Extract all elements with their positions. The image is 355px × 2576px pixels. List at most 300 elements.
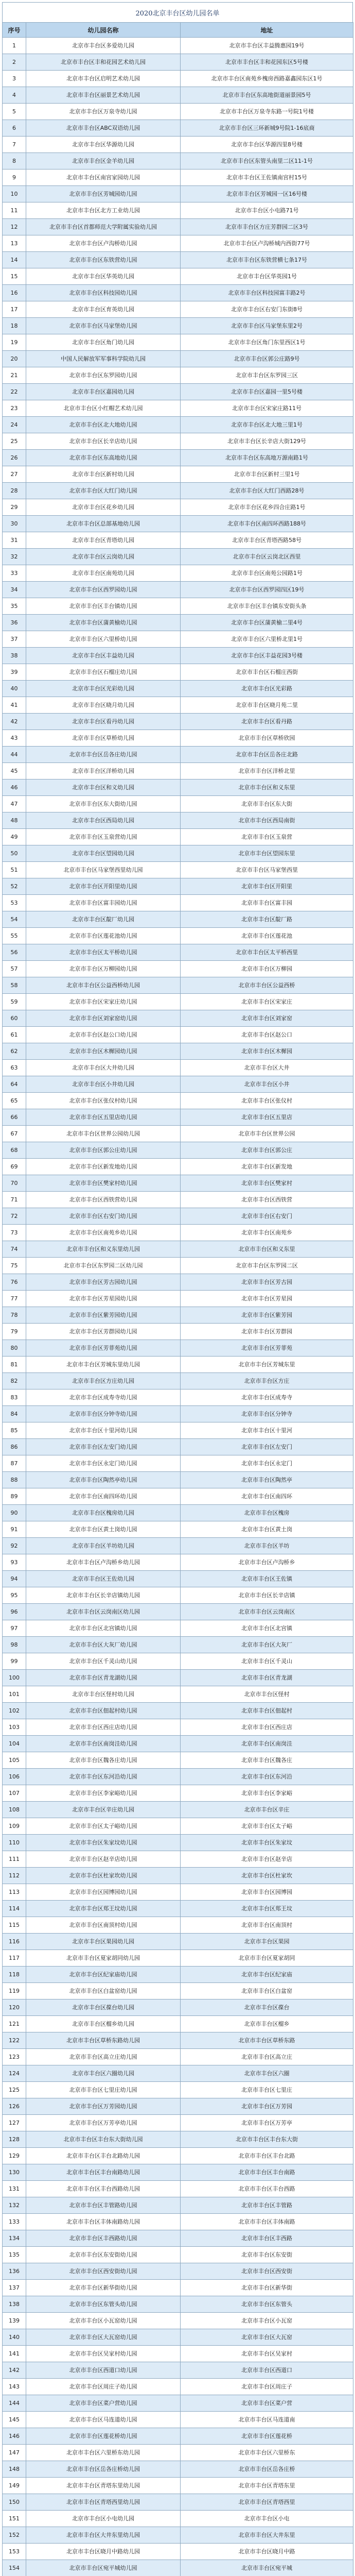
table-row [3, 1835, 353, 1851]
kindergarten-address: 北京市丰台区看丹路 [181, 714, 353, 730]
row-number: 58 [3, 977, 26, 994]
row-number: 38 [3, 648, 26, 664]
kindergarten-address: 北京市丰台区怪村 [181, 1686, 353, 1703]
kindergarten-name: 北京市丰台区新发地幼儿园 [26, 1159, 181, 1175]
kindergarten-address: 北京市丰台区赵辛店 [181, 1851, 353, 1868]
row-number: 154 [3, 2560, 26, 2576]
kindergarten-name: 北京市丰台区十里河幼儿园 [26, 1422, 181, 1439]
kindergarten-name: 北京市丰台区马家堡幼儿园 [26, 318, 181, 334]
row-number: 56 [3, 944, 26, 961]
kindergarten-name: 北京市丰台区莲花桥幼儿园 [26, 2428, 181, 2445]
row-number: 76 [3, 1274, 26, 1291]
kindergarten-address: 北京市丰台区光彩路 [181, 681, 353, 697]
table-row [3, 2181, 353, 2197]
kindergarten-name: 北京市丰台区丰和花园艺术幼儿园 [26, 54, 181, 71]
table-row [3, 714, 353, 730]
table-row [3, 2313, 353, 2329]
table-row [3, 120, 353, 137]
table-row [3, 483, 353, 499]
row-number: 1 [3, 38, 26, 54]
table-row [3, 615, 353, 631]
row-number: 63 [3, 1060, 26, 1076]
kindergarten-name: 北京市丰台区青塔幼儿园 [26, 532, 181, 549]
table-row [3, 1686, 353, 1703]
row-number: 104 [3, 1736, 26, 1752]
kindergarten-address: 北京市丰台区大瓦窑 [181, 2329, 353, 2346]
row-number: 34 [3, 582, 26, 598]
kindergarten-name: 北京市丰台区小红帽艺术幼儿园 [26, 400, 181, 417]
row-number: 122 [3, 2032, 26, 2049]
table-row [3, 137, 353, 153]
kindergarten-name: 北京市丰台区万柳园幼儿园 [26, 961, 181, 977]
kindergarten-address: 北京市丰台区世界公园 [181, 1126, 353, 1142]
kindergarten-address: 北京市丰台区郑王坟 [181, 1901, 353, 1917]
table-row [3, 1406, 353, 1422]
table-row [3, 1225, 353, 1241]
kindergarten-name: 北京市丰台区辛庄幼儿园 [26, 1802, 181, 1818]
kindergarten-name: 北京市丰台区和义幼儿园 [26, 779, 181, 796]
table-row [3, 977, 353, 994]
kindergarten-name: 北京市丰台区石榴庄幼儿园 [26, 664, 181, 681]
table-row [3, 1653, 353, 1670]
kindergarten-name: 北京市丰台区青塔东里幼儿园 [26, 2478, 181, 2494]
table-row [3, 2032, 353, 2049]
kindergarten-address: 北京市丰台区青塔西里 [181, 2494, 353, 2511]
table-row [3, 2461, 353, 2478]
row-number: 64 [3, 1076, 26, 1093]
table-row [3, 466, 353, 483]
table-row [3, 2346, 353, 2362]
row-number: 116 [3, 1934, 26, 1950]
kindergarten-name: 北京市丰台区科技园幼儿园 [26, 285, 181, 301]
row-number: 145 [3, 2412, 26, 2428]
table-row [3, 400, 353, 417]
table-row [3, 2527, 353, 2544]
kindergarten-name: 北京市丰台区郭公庄幼儿园 [26, 1142, 181, 1159]
row-number: 150 [3, 2494, 26, 2511]
kindergarten-address: 北京市丰台区吴家村 [181, 2346, 353, 2362]
row-number: 47 [3, 796, 26, 812]
row-number: 89 [3, 1488, 26, 1505]
table-row [3, 2082, 353, 2098]
kindergarten-name: 北京市丰台区长辛店镇幼儿园 [26, 1587, 181, 1604]
kindergarten-name: 北京市丰台区角门幼儿园 [26, 334, 181, 351]
table-row [3, 2478, 353, 2494]
row-number: 92 [3, 1538, 26, 1554]
row-number: 74 [3, 1241, 26, 1258]
kindergarten-address: 北京市丰台区科技园富丰路2号 [181, 285, 353, 301]
kindergarten-address: 北京市丰台区辛庄 [181, 1802, 353, 1818]
kindergarten-address: 北京市丰台区纪家庙 [181, 1967, 353, 1983]
row-number: 4 [3, 87, 26, 104]
row-number: 16 [3, 285, 26, 301]
table-row [3, 1291, 353, 1307]
kindergarten-name: 北京市丰台区六里桥幼儿园 [26, 631, 181, 648]
kindergarten-address: 北京市丰台区嘉园一里5号楼 [181, 384, 353, 400]
kindergarten-address: 北京市丰台区花乡四合庄路1号 [181, 499, 353, 516]
row-number: 151 [3, 2511, 26, 2527]
kindergarten-name: 北京市丰台区木樨园幼儿园 [26, 1043, 181, 1060]
kindergarten-name: 北京市丰台区马家堡西里幼儿园 [26, 862, 181, 878]
table-row [3, 1109, 353, 1126]
row-number: 113 [3, 1884, 26, 1901]
kindergarten-name: 北京市丰台区东管头幼儿园 [26, 2296, 181, 2313]
kindergarten-address: 北京市丰台区王佐镇 [181, 1571, 353, 1587]
kindergarten-address: 北京市丰台区丰台镇东安街头条 [181, 598, 353, 615]
kindergarten-name: 北京市丰台区小屯幼儿园 [26, 2511, 181, 2527]
table-row [3, 1521, 353, 1538]
row-number: 32 [3, 549, 26, 565]
kindergarten-address: 北京市丰台区大井 [181, 1060, 353, 1076]
table-row [3, 2247, 353, 2263]
row-number: 142 [3, 2362, 26, 2379]
header-row [3, 23, 353, 38]
table-row [3, 1126, 353, 1142]
row-number: 50 [3, 845, 26, 862]
kindergarten-address: 北京市丰台区东高地万源南路1号 [181, 450, 353, 466]
row-number: 44 [3, 747, 26, 763]
table-row [3, 1439, 353, 1455]
kindergarten-address: 北京市丰台区万芳亭 [181, 2115, 353, 2131]
kindergarten-address: 北京市丰台区右安门 [181, 1208, 353, 1225]
row-number: 123 [3, 2049, 26, 2065]
table-row [3, 549, 353, 565]
table-row [3, 202, 353, 219]
kindergarten-name: 北京市丰台区丰台东大街幼儿园 [26, 2131, 181, 2148]
row-number: 23 [3, 400, 26, 417]
row-number: 73 [3, 1225, 26, 1241]
table-row [3, 1818, 353, 1835]
kindergarten-name: 北京市丰台区大瓦窑幼儿园 [26, 2329, 181, 2346]
row-number: 115 [3, 1917, 26, 1934]
kindergarten-address: 北京市丰台区千灵山 [181, 1653, 353, 1670]
table-row [3, 845, 353, 862]
table-row [3, 2148, 353, 2164]
kindergarten-address: 北京市丰台区马家堡东里2号 [181, 318, 353, 334]
table-row [3, 87, 353, 104]
row-number: 102 [3, 1703, 26, 1719]
row-number: 114 [3, 1901, 26, 1917]
row-number: 96 [3, 1604, 26, 1620]
kindergarten-address: 北京市丰台区北大地三里1号 [181, 417, 353, 433]
kindergarten-address: 北京市丰台区芳菲苑 [181, 1340, 353, 1357]
table-row [3, 153, 353, 170]
table-row [3, 2329, 353, 2346]
row-number: 134 [3, 2230, 26, 2247]
kindergarten-address: 北京市丰台区望园东里 [181, 845, 353, 862]
row-number: 136 [3, 2263, 26, 2280]
row-number: 39 [3, 664, 26, 681]
kindergarten-address: 北京市丰台区开阳里 [181, 878, 353, 895]
table-row [3, 1324, 353, 1340]
kindergarten-name: 北京市丰台区六圈幼儿园 [26, 2065, 181, 2082]
row-number: 146 [3, 2428, 26, 2445]
kindergarten-name: 北京市丰台区榴乡幼儿园 [26, 2016, 181, 2032]
row-number: 127 [3, 2115, 26, 2131]
table-row [3, 2263, 353, 2280]
table-row [3, 1175, 353, 1192]
table-row [3, 928, 353, 944]
kindergarten-name: 北京市丰台区靛厂幼儿园 [26, 911, 181, 928]
row-number: 41 [3, 697, 26, 714]
kindergarten-name: 北京市丰台区总部基地幼儿园 [26, 516, 181, 532]
row-number: 138 [3, 2296, 26, 2313]
kindergarten-address: 北京市丰台区芳城东里 [181, 1357, 353, 1373]
kindergarten-address: 北京市丰台区十里河 [181, 1422, 353, 1439]
table-row [3, 1587, 353, 1604]
table-row [3, 2016, 353, 2032]
kindergarten-name: 北京市丰台区草桥幼儿园 [26, 730, 181, 747]
row-number: 54 [3, 911, 26, 928]
kindergarten-address: 北京市丰台区果园 [181, 1934, 353, 1950]
row-number: 48 [3, 812, 26, 829]
table-row [3, 1538, 353, 1554]
kindergarten-address: 北京市丰台区黄土岗 [181, 1521, 353, 1538]
kindergarten-name: 北京市丰台区万芳园幼儿园 [26, 2098, 181, 2115]
kindergarten-name: 北京市丰台区丰益幼儿园 [26, 648, 181, 664]
table-row [3, 1076, 353, 1093]
row-number: 6 [3, 120, 26, 137]
kindergarten-name: 北京市丰台区芳城园幼儿园 [26, 186, 181, 202]
table-row [3, 2197, 353, 2214]
kindergarten-name: 北京市丰台区七里庄幼儿园 [26, 2082, 181, 2098]
table-row [3, 1373, 353, 1389]
table-row [3, 1769, 353, 1785]
table-row [3, 1488, 353, 1505]
row-number: 53 [3, 895, 26, 911]
kindergarten-name: 北京市丰台区东铁营幼儿园 [26, 252, 181, 268]
table-row [3, 1637, 353, 1653]
table-row [3, 2049, 353, 2065]
kindergarten-address: 北京市丰台区东大街 [181, 796, 353, 812]
kindergarten-name: 北京市丰台区左安门幼儿园 [26, 1439, 181, 1455]
table-row [3, 1703, 353, 1719]
row-number: 21 [3, 367, 26, 384]
table-row [3, 664, 353, 681]
kindergarten-name: 北京市丰台区金羊幼儿园 [26, 153, 181, 170]
table-row [3, 252, 353, 268]
row-number: 105 [3, 1752, 26, 1769]
table-row [3, 1142, 353, 1159]
sheet-title: 2020北京丰台区幼儿园名单 [2, 2, 353, 22]
table-row [3, 1093, 353, 1109]
kindergarten-name: 北京市丰台区开阳里幼儿园 [26, 878, 181, 895]
kindergarten-address: 北京市丰台区华源四里8号楼 [181, 137, 353, 153]
row-number: 81 [3, 1357, 26, 1373]
row-number: 152 [3, 2527, 26, 2544]
kindergarten-address: 北京市丰台区丰西路 [181, 2230, 353, 2247]
row-number: 103 [3, 1719, 26, 1736]
kindergarten-name: 北京市丰台区望园幼儿园 [26, 845, 181, 862]
kindergarten-address: 北京市丰台区洋桥北里 [181, 763, 353, 779]
table-row [3, 2214, 353, 2230]
kindergarten-name: 北京市丰台区岳各庄桥幼儿园 [26, 2461, 181, 2478]
kindergarten-address: 北京市丰台区宋家庄 [181, 994, 353, 1010]
row-number: 94 [3, 1571, 26, 1587]
kindergarten-name: 北京市丰台区玉泉营幼儿园 [26, 829, 181, 845]
kindergarten-address: 北京市丰台区六里桥北里1号 [181, 631, 353, 648]
kindergarten-name: 北京市丰台区西铁营幼儿园 [26, 1192, 181, 1208]
kindergarten-name: 北京市丰台区东大街幼儿园 [26, 796, 181, 812]
row-number: 130 [3, 2164, 26, 2181]
row-number: 13 [3, 235, 26, 252]
row-number: 43 [3, 730, 26, 747]
kindergarten-name: 北京市丰台区草桥东路幼儿园 [26, 2032, 181, 2049]
row-number: 111 [3, 1851, 26, 1868]
kindergarten-address: 北京市丰台区新村三里1号 [181, 466, 353, 483]
row-number: 25 [3, 433, 26, 450]
kindergarten-name: 北京市丰台区黄土岗幼儿园 [26, 1521, 181, 1538]
kindergarten-name: 北京市丰台区永定门幼儿园 [26, 1455, 181, 1472]
kindergarten-name: 北京市丰台区夏家胡同幼儿园 [26, 1950, 181, 1967]
row-number: 78 [3, 1307, 26, 1324]
row-number: 129 [3, 2148, 26, 2164]
row-number: 85 [3, 1422, 26, 1439]
table-row [3, 961, 353, 977]
table-row [3, 367, 353, 384]
kindergarten-name: 北京市丰台区华源幼儿园 [26, 137, 181, 153]
kindergarten-name: 北京市丰台区启明艺术幼儿园 [26, 71, 181, 87]
kindergarten-name: 北京市丰台区青塔西里幼儿园 [26, 2494, 181, 2511]
kindergarten-name: 北京市丰台区万泉寺幼儿园 [26, 104, 181, 120]
kindergarten-name: 北京市丰台区多爱幼儿园 [26, 38, 181, 54]
kindergarten-name: 北京市丰台区南苑乡幼儿园 [26, 1225, 181, 1241]
table-row [3, 301, 353, 318]
table-row [3, 1785, 353, 1802]
kindergarten-address: 北京市丰台区岳各庄桥 [181, 2461, 353, 2478]
kindergarten-address: 北京市丰台区大红门西路28号 [181, 483, 353, 499]
kindergarten-name: 北京市丰台区张仪村幼儿园 [26, 1093, 181, 1109]
kindergarten-address: 北京市丰台区公益西桥 [181, 977, 353, 994]
row-number: 27 [3, 466, 26, 483]
kindergarten-address: 北京市丰台区东高地街道丽景园5号 [181, 87, 353, 104]
table-row [3, 829, 353, 845]
kindergarten-address: 北京市丰台区南四环 [181, 1488, 353, 1505]
row-number: 19 [3, 334, 26, 351]
kindergarten-address: 北京市丰台区夏家胡同 [181, 1950, 353, 1967]
kindergarten-address: 北京市丰台区刘家窑 [181, 1010, 353, 1027]
kindergarten-address: 北京市丰台区小瓦窑 [181, 2313, 353, 2329]
kindergarten-name: 北京市丰台区太平桥幼儿园 [26, 944, 181, 961]
row-number: 106 [3, 1769, 26, 1785]
kindergarten-address: 北京市丰台区万泉寺东路一号院1号楼 [181, 104, 353, 120]
row-number: 62 [3, 1043, 26, 1060]
table-row [3, 565, 353, 582]
header-name: 幼儿园名称 [26, 23, 181, 38]
kindergarten-address: 北京市丰台区榴乡 [181, 2016, 353, 2032]
row-number: 139 [3, 2313, 26, 2329]
kindergarten-name: 北京市丰台区白盆窑幼儿园 [26, 1983, 181, 1999]
table-row [3, 2494, 353, 2511]
kindergarten-name: 北京市丰台区大井东里幼儿园 [26, 2527, 181, 2544]
header-address: 地址 [181, 23, 353, 38]
row-number: 20 [3, 351, 26, 367]
row-number: 121 [3, 2016, 26, 2032]
kindergarten-name: 北京市丰台区千灵山幼儿园 [26, 1653, 181, 1670]
kindergarten-name: 北京市丰台区西局幼儿园 [26, 812, 181, 829]
table-row [3, 1241, 353, 1258]
kindergarten-address: 北京市丰台区左安门 [181, 1439, 353, 1455]
kindergarten-address: 北京市丰台区华英园1号 [181, 268, 353, 285]
table-row [3, 219, 353, 235]
kindergarten-name: 北京市丰台区王佐幼儿园 [26, 1571, 181, 1587]
row-number: 135 [3, 2247, 26, 2263]
kindergarten-name: 北京市丰台区丰台北路幼儿园 [26, 2148, 181, 2164]
kindergarten-name: 北京市丰台区晓月幼儿园 [26, 697, 181, 714]
kindergarten-address: 北京市丰台区丰和花园东区5号楼 [181, 54, 353, 71]
row-number: 67 [3, 1126, 26, 1142]
table-row [3, 1604, 353, 1620]
table-row [3, 1934, 353, 1950]
table-row [3, 235, 353, 252]
kindergarten-name: 北京市丰台区朱家坟幼儿园 [26, 1835, 181, 1851]
kindergarten-name: 北京市丰台区富丰园幼儿园 [26, 895, 181, 911]
row-number: 84 [3, 1406, 26, 1422]
kindergarten-name: 中国人民解放军军事科学院幼儿园 [26, 351, 181, 367]
table-row [3, 1917, 353, 1934]
row-number: 91 [3, 1521, 26, 1538]
kindergarten-name: 北京市丰台区新村幼儿园 [26, 466, 181, 483]
table-row [3, 648, 353, 664]
row-number: 133 [3, 2214, 26, 2230]
table-row [3, 1422, 353, 1439]
kindergarten-name: 北京市丰台区丰西路幼儿园 [26, 2230, 181, 2247]
kindergarten-name: 北京市丰台区右安门幼儿园 [26, 1208, 181, 1225]
kindergarten-address: 北京市丰台区和义东里 [181, 779, 353, 796]
row-number: 2 [3, 54, 26, 71]
table-row [3, 631, 353, 648]
kindergarten-name: 北京市丰台区嘉园幼儿园 [26, 384, 181, 400]
kindergarten-address: 北京市丰台区杜家坎 [181, 1868, 353, 1884]
kindergarten-name: 北京市丰台区丰体南路幼儿园 [26, 2214, 181, 2230]
kindergarten-address: 北京市丰台区东罗园三区 [181, 367, 353, 384]
kindergarten-address: 北京市丰台区长辛店大街129号 [181, 433, 353, 450]
table-row [3, 1719, 353, 1736]
kindergarten-name: 北京市丰台区世界公园幼儿园 [26, 1126, 181, 1142]
row-number: 22 [3, 384, 26, 400]
kindergarten-address: 北京市丰台区蒲黄榆二里4号 [181, 615, 353, 631]
kindergarten-name: 北京市丰台区李家峪幼儿园 [26, 1785, 181, 1802]
kindergarten-name: 北京市丰台区芳星园幼儿园 [26, 1291, 181, 1307]
kindergarten-address: 北京市丰台区李家峪 [181, 1785, 353, 1802]
kindergarten-address: 北京市丰台区马家堡西里 [181, 862, 353, 878]
table-row [3, 351, 353, 367]
kindergarten-address: 北京市丰台区张仪村 [181, 1093, 353, 1109]
table-row [3, 2560, 353, 2576]
table-row [3, 747, 353, 763]
kindergarten-name: 北京市丰台区丰管路幼儿园 [26, 2197, 181, 2214]
kindergarten-address: 北京市丰台区莲花桥 [181, 2428, 353, 2445]
kindergarten-address: 北京市丰台区七里庄 [181, 2082, 353, 2098]
kindergarten-address: 北京市丰台区卢沟桥城内西街77号 [181, 235, 353, 252]
row-number: 109 [3, 1818, 26, 1835]
row-number: 42 [3, 714, 26, 730]
table-row [3, 285, 353, 301]
table-row [3, 1967, 353, 1983]
kindergarten-address: 北京市丰台区北宫镇 [181, 1620, 353, 1637]
kindergarten-address: 北京市丰台区芳群园 [181, 1324, 353, 1340]
kindergarten-address: 北京市丰台区西庄店 [181, 1719, 353, 1736]
table-row [3, 2296, 353, 2313]
kindergarten-address: 北京市丰台区右安门东街8号 [181, 301, 353, 318]
row-number: 108 [3, 1802, 26, 1818]
kindergarten-address: 北京市丰台区南苑公园路1号 [181, 565, 353, 582]
kindergarten-address: 北京市丰台区岳各庄北路 [181, 747, 353, 763]
table-row [3, 1571, 353, 1587]
kindergarten-name: 北京市丰台区长辛店幼儿园 [26, 433, 181, 450]
kindergarten-address: 北京市丰台区草桥东路 [181, 2032, 353, 2049]
row-number: 107 [3, 1785, 26, 1802]
